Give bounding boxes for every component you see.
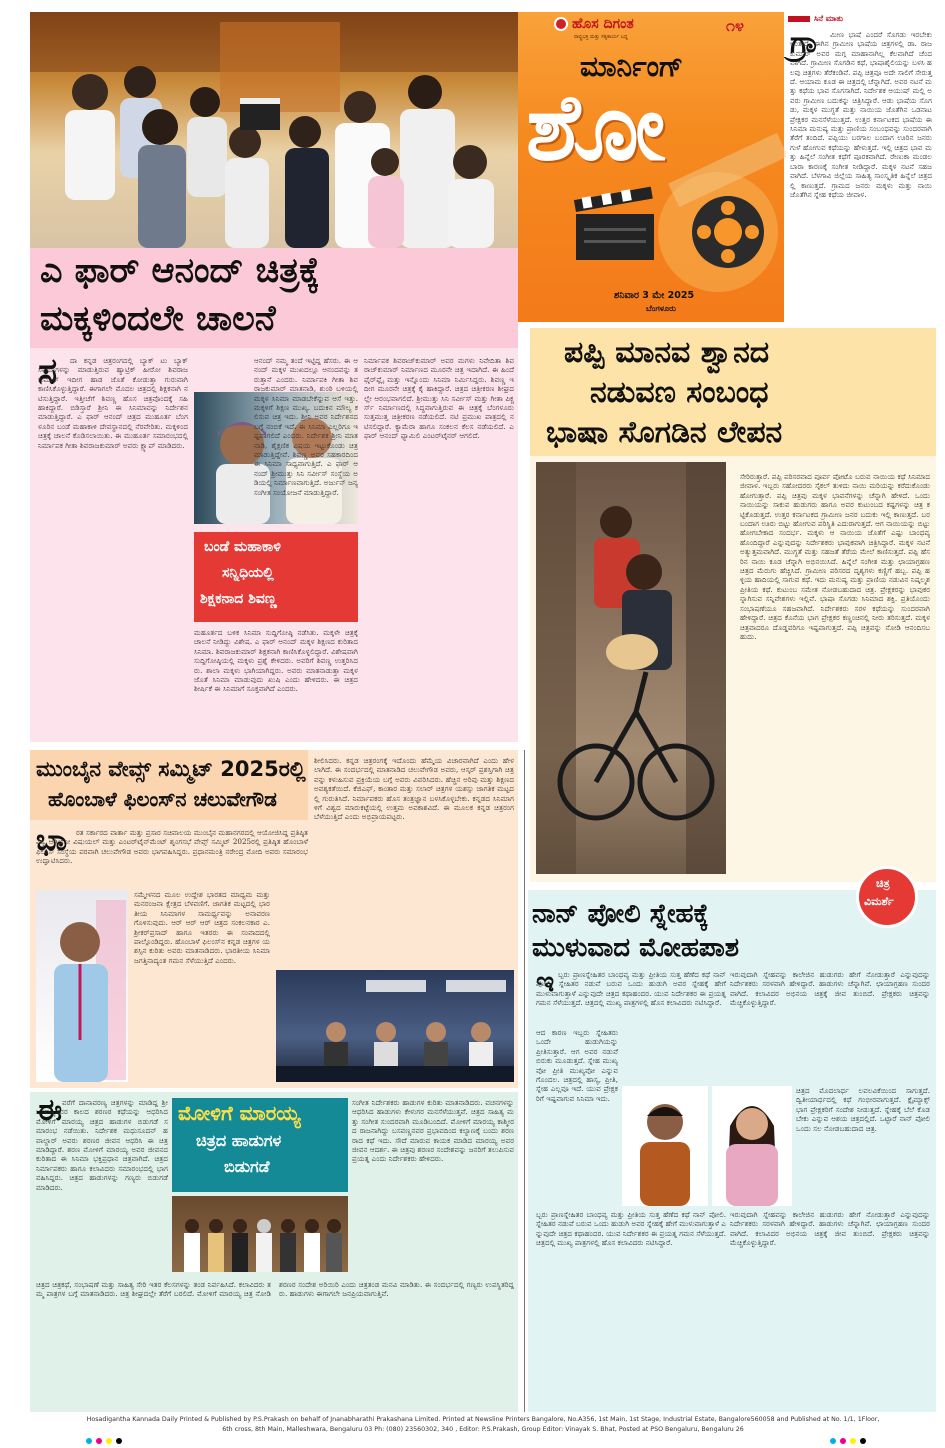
story4-dropcap: ಈ	[36, 1093, 63, 1128]
story4-col2: ಸಂಗೀತ ನಿರ್ದೇಶಕರು ಹಾಡುಗಳ ಕುರಿತು ಮಾತನಾಡಿದರು. ವಚನಗಳನ್ನು ಆಧರಿಸಿದ ಹಾಡುಗಳು ಕೇಳುಗರ ಮನಸೆಳೆಯುತ್ತವೆ. ಚಿತ್ರದ ಸಾಹಿತ್ಯ ಮತ್ತು ಸಂಗೀತ ಸುಂದರವಾಗಿ ಮೂಡಿಬಂದಿದೆ. ಮೋಳಿಗೆ ಮಾರಯ್ಯ ಕಾಶ್ಮೀರದ ರಾಜನಾಗಿದ್ದು ಬಸವಣ್ಣನವರ ಪ್ರಭಾವದಿಂದ ಕಲ್ಯಾಣಕ್ಕೆ ಬಂದು ಶರಣರಾದ ಕಥೆ ಇದು. ಸೌದೆ ಮಾರುವ ಕಾಯಕ ಮಾಡಿದ ಮಾರಯ್ಯ ಅವರ ಜೀವನ ಆದರ್ಶ. ಈ ಚಿತ್ರವು ಶರಣರ ಸಂದೇಶವನ್ನು ಜನರಿಗೆ ತಲುಪಿಸುವ ಪ್ರಯತ್ನ ಎಂದು ನಿರ್ದೇಶಕರು ಹೇಳಿದರು.	[352, 1098, 514, 1164]
photo-pappy-boys-bicycle	[536, 462, 726, 874]
story5-col5: ಬ್ಬರು ಪ್ರಾಣಸ್ನೇಹಿತರ ಬಾಂಧವ್ಯ ಮತ್ತು ಪ್ರೀತಿಯ ಸುತ್ತ ಹೆಣೆದ ಕಥೆ ನಾನ್ ಪೋಲಿ. ಸ್ನೇಹಿತರ ನಡುವೆ ಬರುವ ಒಂದು ಹುಡುಗಿ ಅವರ ಸ್ನೇಹಕ್ಕೆ ಹೇಗೆ ಮುಳುವಾಗುತ್ತಾಳೆ ಎನ್ನುವುದೇ ಚಿತ್ರದ ಕಥಾಹಂದರ. ಯುವ ನಿರ್ದೇಶಕರ ಈ ಪ್ರಯತ್ನ ಗಮನ ಸೆಳೆಯುತ್ತದೆ. ಚಿತ್ರದಲ್ಲಿ ಮುಖ್ಯ ಪಾತ್ರಗಳಲ್ಲಿ ಹೊಸ ಕಲಾವಿದರು ನಟಿಸಿದ್ದಾರೆ.	[536, 1210, 726, 1248]
sidebar-label: ಸಿನೆ ಮಾತು	[814, 14, 844, 23]
story4-col3: ಚಿತ್ರದ ಚಿತ್ರಕಥೆ, ಸಂಭಾಷಣೆ ಮತ್ತು ಸಾಹಿತ್ಯ ಸೇರಿ ಇತರ ಕೆಲಸಗಳನ್ನು ತಂಡ ನಿರ್ವಹಿಸಿದೆ. ಕಲಾವಿದರು ತಮ್ಮ ಪಾತ್ರಗಳ ಬಗ್ಗೆ ಮಾತನಾಡಿದರು. ಚಿತ್ರ ಶೀಘ್ರದಲ್ಲೇ ತೆರೆಗೆ ಬರಲಿದೆ. ಮೋಳಿಗೆ ಮಾರಯ್ಯ ಚಿತ್ರ ನೋಡಿ ಶರಣರ ಸಂದೇಶ ಅರಿಯಿರಿ ಎಂದು ಚಿತ್ರತಂಡ ಮನವಿ ಮಾಡಿತು. ಈ ಸಂದರ್ಭದಲ್ಲಿ ಗಣ್ಯರು ಉಪಸ್ಥಿತರಿದ್ದರು. ಹಾಡುಗಳು ಈಗಾಗಲೇ ಜನಪ್ರಿಯವಾಗುತ್ತಿವೆ.	[36, 1280, 514, 1299]
story5-col1: ಬ್ಬರು ಪ್ರಾಣಸ್ನೇಹಿತರ ಬಾಂಧವ್ಯ ಮತ್ತು ಪ್ರೀತಿಯ ಸುತ್ತ ಹೆಣೆದ ಕಥೆ ನಾನ್ ಪೋಲಿ. ಸ್ನೇಹಿತರ ನಡುವೆ ಬರುವ ಒಂದು ಹುಡುಗಿ ಅವರ ಸ್ನೇಹಕ್ಕೆ ಹೇಗೆ ಮುಳುವಾಗುತ್ತಾಳೆ ಎನ್ನುವುದೇ ಚಿತ್ರದ ಕಥಾಹಂದರ. ಯುವ ನಿರ್ದೇಶಕರ ಈ ಪ್ರಯತ್ನ ಗಮನ ಸೆಳೆಯುತ್ತದೆ. ಚಿತ್ರದಲ್ಲಿ ಮುಖ್ಯ ಪಾತ್ರಗಳಲ್ಲಿ ಹೊಸ ಕಲಾವಿದರು ನಟಿಸಿದ್ದಾರೆ.	[536, 970, 726, 1008]
story2-headline-line2: ನಡುವಣ ಸಂಬಂಧ	[590, 375, 769, 410]
story1-inset-caption-line2: ಸನ್ನಿಧಿಯಲ್ಲಿ	[222, 565, 274, 581]
story2-text: ಸೇರಿರುತ್ತಾರೆ. ಪಪ್ಪಿ ಪರಿಸರವಾದ ಪೂರ್ವ ಪೋಟೊ ಬರುವ ನಾಯಿಯ ಕಥೆ ಸಿನಿಮಾದ ಜೀವಾಳ. ಇಬ್ಬರು ಸಹೋದರರು ಸೈಕಲ್ ತುಳಿದು ನಾಯಿ ಮರಿಯನ್ನು ಕರೆದುಕೊಂಡು ಹೋಗುತ್ತಾರೆ. ಪಪ್ಪಿ ಚಿತ್ರವು ಮಕ್ಕಳ ಭಾವನೆಗಳನ್ನು ಚೆನ್ನಾಗಿ ಹೇಳಿದೆ. ಒಂದು ನಾಯಿಯನ್ನು ಸಾಕುವ ಹುಡುಗರು ಹಾಗೂ ಅವರ ಕುಟುಂಬದ ಕಷ್ಟಗಳನ್ನು ಚಿತ್ರ ಕಟ್ಟಿಕೊಡುತ್ತದೆ. ಉತ್ತರ ಕರ್ನಾಟಕದ ಗ್ರಾಮೀಣ ಜನರ ಬದುಕು ಇಲ್ಲಿ ಕಾಣುತ್ತದೆ. ಬರ ಬಂದಾಗ ಊರು ಬಿಟ್ಟು ಹೋಗುವ ಪರಿಸ್ಥಿತಿ ಎದುರಾಗುತ್ತದೆ. ಆಗ ನಾಯಿಯನ್ನು ಬಿಟ್ಟು ಹೋಗಬೇಕಾದ ಸಂದರ್ಭ. ಮಕ್ಕಳು ಆ ನಾಯಿಯ ಜೊತೆಗೆ ಎಷ್ಟು ಬಾಂಧವ್ಯ ಹೊಂದಿದ್ದಾರೆ ಎನ್ನುವುದನ್ನು ನಿರ್ದೇಶಕರು ಭಾವುಕವಾಗಿ ಚಿತ್ರಿಸಿದ್ದಾರೆ. ಮಕ್ಕಳ ನಟನೆ ಅತ್ಯುತ್ತಮವಾಗಿದೆ. ಮುಗ್ಧತೆ ಮತ್ತು ಸಹಜತೆ ತೆರೆಯ ಮೇಲೆ ಕಾಣಿಸುತ್ತದೆ. ಪಪ್ಪಿ ಹೆಸರಿನ ನಾಯಿ ಕೂಡ ಚೆನ್ನಾಗಿ ಅಭಿನಯಿಸಿದೆ. ಹಿನ್ನೆಲೆ ಸಂಗೀತ ಮತ್ತು ಛಾಯಾಗ್ರಹಣ ಚಿತ್ರದ ಮೆರುಗು ಹೆಚ್ಚಿಸಿದೆ. ಗ್ರಾಮೀಣ ಪರಿಸರದ ದೃಶ್ಯಗಳು ಕಣ್ಣಿಗೆ ಹಬ್ಬ. ಪಪ್ಪಿ ಹಳ್ಳಿಯ ಹಾದಿಯಲ್ಲಿ ಸಾಗುವ ಕಥೆ. ಇದು ಮನುಷ್ಯ ಮತ್ತು ಪ್ರಾಣಿಯ ನಡುವಿನ ನಿಷ್ಕಲ್ಮಶ ಪ್ರೀತಿಯ ಕಥೆ. ಕುಟುಂಬ ಸಮೇತ ನೋಡಬಹುದಾದ ಚಿತ್ರ. ಪ್ರೇಕ್ಷಕರನ್ನು ಭಾವುಕರನ್ನಾಗಿಸುವ ಸನ್ನಿವೇಶಗಳು ಇಲ್ಲಿವೆ. ಭಾಷಾ ಸೊಗಡು ಸಿನಿಮಾದ ಶಕ್ತಿ. ಪ್ರತಿಯೊಂದು ಸಂಭಾಷಣೆಯೂ ಸಹಜವಾಗಿದೆ. ನಿರ್ದೇಶಕರು ಸರಳ ಕಥೆಯನ್ನು ಸುಂದರವಾಗಿ ಹೇಳಿದ್ದಾರೆ. ಚಿತ್ರದ ಕೊನೆಯ ಭಾಗ ಪ್ರೇಕ್ಷಕರ ಕಣ್ಣಂಚಿನಲ್ಲಿ ನೀರು ತರಿಸುತ್ತದೆ. ಮಕ್ಕಳ ಚಿತ್ರವಾದರೂ ದೊಡ್ಡವರಿಗೂ ಇಷ್ಟವಾಗುತ್ತದೆ. ಪಪ್ಪಿ ಚಿತ್ರವನ್ನು ನೋಡಿ ಆನಂದಿಸಬಹುದು.	[740, 472, 930, 641]
photo-chaluvegowda	[36, 890, 128, 1082]
photo-actress	[712, 1086, 792, 1206]
story3-headline-line2: ಹೊಂಬಾಳೆ ಫಿಲಂಸ್‌ನ ಚಲುವೇಗೌಡ	[48, 787, 277, 811]
story2-headline-line3: ಭಾಷಾ ಸೊಗಡಿನ ಲೇಪನ	[546, 415, 783, 450]
sidebar-dropcap: ಗ್ರಾ	[790, 25, 819, 60]
supplement-title-line1: ಮಾರ್ನಿಂಗ್	[580, 50, 684, 83]
review-badge-line2: ವಿಮರ್ಶೆ	[864, 895, 894, 908]
story3-col1: ರತ ಸರ್ಕಾರದ ವಾರ್ತಾ ಮತ್ತು ಪ್ರಸಾರ ಸಚಿವಾಲಯ ಮುಂಬೈನ ಮಹಾನಗರದಲ್ಲಿ ಆಯೋಜಿಸಿದ್ದ ಪ್ರತಿಷ್ಠಿತ ವಿಶ್ವ ಆಡಿಯೋ ವಿಷುಯಲ್ ಮತ್ತು ಎಂಟರ್‌ಟೈನ್‌ಮೆಂಟ್ ಶೃಂಗಸಭೆ ವೇವ್ಸ್ ಸಮ್ಮಿಟ್ 2025ರಲ್ಲಿ ಪ್ರತಿಷ್ಠಿತ ಹೊಂಬಾಳೆ ಫಿಲಂಸ್ ಸಂಸ್ಥೆಯ ಪರವಾಗಿ ಚಲುವೇಗೌಡ ಅವರು ಭಾಗವಹಿಸಿದ್ದರು. ಪ್ರಧಾನಮಂತ್ರಿ ನರೇಂದ್ರ ಮೋದಿ ಅವರು ಸಮಾರಂಭ ಉದ್ಘಾಟಿಸಿದರು.	[36, 828, 308, 866]
story1-inset-caption-line3: ಶಿಕ್ಷಕನಾದ ಶಿವಣ್ಣ	[200, 591, 277, 607]
story5-dropcap: ಇ	[536, 965, 555, 998]
page-number: ೧೪	[726, 16, 744, 35]
story3-col2: ಶೀಲಿಸಿದರು. ಕನ್ನಡ ಚಿತ್ರರಂಗಕ್ಕೆ ಇದೊಂದು ಹೆಮ್ಮೆಯ ವಿಚಾರವಾಗಿದೆ ಎಂದು ಹೇಳಲಾಗಿದೆ. ಈ ಸಂದರ್ಭದಲ್ಲಿ ಮಾತನಾಡಿದ ಚಲುವೇಗೌಡ ಅವರು, ಆಸ್ಕರ್ ಪ್ರಶಸ್ತಿಗಾಗಿ ಚಿತ್ರವನ್ನು ಕಳುಹಿಸುವ ಪ್ರಕ್ರಿಯೆಯ ಬಗ್ಗೆ ಅವರು ವಿವರಿಸಿದರು. ಹೆಚ್ಚಿನ ಅರಿವು ಮತ್ತು ಶಿಕ್ಷಣದ ಅವಶ್ಯಕತೆಯಿದೆ. ಕೆಜಿಎಫ್, ಕಾಂತಾರ ಮತ್ತು ಸಲಾರ್ ಚಿತ್ರಗಳ ಯಶಸ್ಸು ಜಾಗತಿಕ ಮಟ್ಟದಲ್ಲಿ ಗುರುತಿಸಿದೆ. ನಿರ್ಮಾಪಕರು ಹೊಸ ತಂತ್ರಜ್ಞಾನ ಬಳಸಿಕೊಳ್ಳಬೇಕು. ಕನ್ನಡದ ಸಿನಿಮಾಗಳಿಗೆ ವಿಶ್ವದ ಮಾರುಕಟ್ಟೆಯಲ್ಲಿ ಉತ್ತಮ ಅವಕಾಶವಿದೆ. ಈ ಮೂಲಕ ಕನ್ನಡ ಚಿತ್ರರಂಗ ಬೆಳೆಯುತ್ತಿದೆ ಎಂದು ಅಭಿಪ್ರಾಯಪಟ್ಟರು.	[314, 756, 514, 822]
supplement-title-line2: ಶೋ	[526, 74, 664, 181]
story5-col6: ಇರುವುದಾಗಿ ಸ್ನೇಹವನ್ನು ಕಾಲೇಜಿನ ಹುಡುಗರು ಹೇಗೆ ನೋಡುತ್ತಾರೆ ಎನ್ನುವುದನ್ನು ನಿರ್ದೇಶಕರು ಸರಳವಾಗಿ ಹೇಳಿದ್ದಾರೆ. ಹಾಡುಗಳು ಚೆನ್ನಾಗಿವೆ. ಛಾಯಾಗ್ರಹಣ ಸುಂದರವಾಗಿದೆ. ಕಲಾವಿದರ ಅಭಿನಯ ಚಿತ್ರಕ್ಕೆ ಜೀವ ತುಂಬಿದೆ. ಪ್ರೇಕ್ಷಕರು ಚಿತ್ರವನ್ನು ಮೆಚ್ಚಿಕೊಳ್ಳುತ್ತಿದ್ದಾರೆ.	[730, 1210, 930, 1248]
sidebar-label-bar	[788, 16, 810, 22]
story4-col1: ವರೆಗೆ ದಾನಾವರಣ್ಯ ಚಿತ್ರಗಳನ್ನು ಮಾಡಿದ್ದ ಶ್ರೀ ಬಸವಣ್ಣನವರ ಕಾಲದ ಶರಣರ ಕಥೆಯನ್ನು ಆಧರಿಸಿದ ಮೋಳಿಗೆ ಮಾರಯ್ಯ ಚಿತ್ರದ ಹಾಡುಗಳ ಬಿಡುಗಡೆ ಸಮಾರಂಭ ನಡೆಯಿತು. ನಿರ್ದೇಶಕ ಮಧುಸೂದನ್ ಹವಾಲ್ದಾರ್ ಅವರು ಶರಣರ ಜೀವನ ಆಧರಿಸಿ ಈ ಚಿತ್ರ ಮಾಡಿದ್ದಾರೆ. ಶರಣ ಮೋಳಿಗೆ ಮಾರಯ್ಯ ಅವರ ಜೀವನದ ಕುರಿತಾದ ಈ ಸಿನಿಮಾ ಭಕ್ತಿಪ್ರಧಾನ ಚಿತ್ರವಾಗಿದೆ. ಚಿತ್ರದ ನಿರ್ಮಾಪಕರು ಹಾಗೂ ಕಲಾವಿದರು ಸಮಾರಂಭದಲ್ಲಿ ಭಾಗವಹಿಸಿದ್ದರು. ಚಿತ್ರದ ಹಾಡುಗಳನ್ನು ಗಣ್ಯರು ಬಿಡುಗಡೆ ಮಾಡಿದರು.	[36, 1098, 168, 1192]
story3-dropcap: ಭಾ	[36, 823, 68, 858]
story1-col2: ಮಹೂರ್ತದ ಬಳಿಕ ಸಿನಿಮಾ ಸುದ್ದಿಗೋಷ್ಠಿ ನಡೆಸಿತು. ಮಕ್ಕಳೇ ಚಿತ್ರಕ್ಕೆ ಚಾಲನೆ ನೀಡಿದ್ದು ವಿಶೇಷ. ಎ ಫಾರ್ ಆನಂದ್ ಮಕ್ಕಳ ಶಿಕ್ಷಣದ ಕುರಿತಾದ ಸಿನಿಮಾ. ಶಿವರಾಜಕುಮಾರ್ ಶಿಕ್ಷಕನಾಗಿ ಕಾಣಿಸಿಕೊಳ್ಳಲಿದ್ದಾರೆ. ವಿಶೇಷವಾಗಿ ಸುದ್ದಿಗೋಷ್ಠಿಯಲ್ಲಿ ಮಕ್ಕಳು ಪ್ರಶ್ನೆ ಕೇಳಿದರು. ಅವರಿಗೆ ಶಿವಣ್ಣ ಉತ್ತರಿಸಿದರು. ಶಾಲಾ ಮಕ್ಕಳು ಭಾಗಿಯಾಗಿದ್ದರು. ಅವರು ಮಾತನಾಡುತ್ತಾ ಮಕ್ಕಳ ಜೊತೆ ಸಿನಿಮಾ ಮಾಡುವುದು ಖುಷಿ ಎಂದು ಹೇಳಿದರು. ಈ ಚಿತ್ರದ ಶೀರ್ಷಿಕೆ ಈ ಸಿನಿಮಾಗೆ ಸೂಕ್ತವಾಗಿದೆ ಎಂದರು.	[194, 628, 358, 694]
story3-headline-line1: ಮುಂಬೈನ ವೇವ್ಸ್ ಸಮ್ಮಿಟ್ 2025ರಲ್ಲಿ	[36, 757, 306, 781]
sidebar-cine-matu	[786, 12, 936, 328]
story1-col3: ಆನಂದ್ ನಮ್ಮ ತಂದೆ ಇಟ್ಟಿದ್ದ ಹೆಸರು. ಈ ಆನಂದ್ ಮಕ್ಕಳ ಮುಖದಲ್ಲೂ ಆನಂದವನ್ನು ತರುತ್ತಾನೆ ಎಂದರು. ನಿರ್ಮಾಪಕಿ ಗೀತಾ ಶಿವರಾಜಕುಮಾರ್ ಮಾತನಾಡಿ, ಶುಂಠಿ ಬಳಿಯಲ್ಲಿ ಮಕ್ಕಳ ಸಿನಿಮಾ ಮಾಡಬೇಕೆನ್ನುವ ಆಸೆ ಇತ್ತು. ಮಕ್ಕಳಿಗೆ ಶಿಕ್ಷಣ ಮುಖ್ಯ. ಬದುಕಿನ ಮೌಲ್ಯ ಕಲಿಸುವ ಚಿತ್ರ ಇದು. ಶ್ರೀನಿ ಅವರ ನಿರ್ದೇಶನದ ಬಗ್ಗೆ ನಂಬಿಕೆ ಇದೆ. ಈ ಸಿನಿಮಾ ಎಲ್ಲರಿಗೂ ಇಷ್ಟವಾಗಲಿದೆ ಎಂದರು. ನಿರ್ದೇಶಕ ಶ್ರೀನಿ ಮಾತನಾಡಿ, ಶೈಕ್ಷಣಿಕ ವಿಷಯ ಇಟ್ಟುಕೊಂಡು ಚಿತ್ರ ಮಾಡುತ್ತಿದ್ದೇವೆ. ಶಿವಣ್ಣ ಅವರ ಸಹಕಾರದಿಂದ ಈ ಸಿನಿಮಾ ಸಾಧ್ಯವಾಗುತ್ತಿದೆ. ಎ ಫಾರ್ ಆನಂದ್ ಶ್ರೀಮುತ್ತು ಸಿನಿ ಸರ್ವೀಸ್ ಸಂಸ್ಥೆಯ ಅಡಿಯಲ್ಲಿ ನಿರ್ಮಾಣವಾಗುತ್ತಿದೆ. ಅರ್ಜುನ್ ಜನ್ಯ ಸಂಗೀತ ಸಂಯೋಜನೆ ಮಾಡುತ್ತಿದ್ದಾರೆ.	[254, 356, 358, 497]
story4-headline: ಮೋಳಿಗೆ ಮಾರಯ್ಯ	[178, 1101, 301, 1125]
story1-dropcap: ಸ	[38, 351, 58, 392]
footer-imprint-line2: 6th cross, 8th Main, Malleshwara, Bengaluru 03 Ph: (080) 23560302, 340 , Editor: P.S.Prakash, Group Editor: Vinayak S. Bhat, Posted at PSO Bengaluru, Bengaluru 26	[222, 1426, 744, 1433]
issue-date: ಶನಿವಾರ 3 ಮೇ 2025	[614, 290, 695, 301]
story1-headline-line1: ಎ ಫಾರ್ ಆನಂದ್ ಚಿತ್ರಕ್ಕೆ	[40, 251, 320, 291]
masthead-logo-tag: ರಾಷ್ಟ್ರಭಕ್ತಿ ಮತ್ತು ಸತ್ಯಕಾರ್ಯ ಬದ್ಧ	[574, 34, 628, 40]
story1-col4: ನಿರ್ಮಾಪಕ ಶಿವರಾಜ್‌ಕುಮಾರ್ ಅವರ ಮಗಳು ನಿವೇದಿತಾ ಶಿವರಾಜ್‌ಕುಮಾರ್ ನಿರ್ಮಾಣದ ಮೂರನೇ ಚಿತ್ರ ಇದಾಗಿದೆ. ಈ ಹಿಂದೆ ಫೈರ್‌ಫ್ಲೈ ಮತ್ತು ಇನ್ನೊಂದು ಸಿನಿಮಾ ನಿರ್ಮಿಸಿದ್ದರು. ಶಿವಣ್ಣ ಇದೀಗ ಮೂರನೇ ಚಿತ್ರಕ್ಕೆ ಕೈ ಹಾಕಿದ್ದಾರೆ. ಚಿತ್ರದ ಚಿತ್ರೀಕರಣ ಶೀಘ್ರದಲ್ಲೇ ಆರಂಭವಾಗಲಿದೆ. ಶ್ರೀಮುತ್ತು ಸಿನಿ ಸರ್ವೀಸ್ ಮತ್ತು ಗೀತಾ ಪಿಕ್ಚರ್ಸ್ ನಿರ್ಮಾಣದಲ್ಲಿ ಸಿದ್ಧವಾಗುತ್ತಿರುವ ಈ ಚಿತ್ರಕ್ಕೆ ಬೆಂಗಳೂರು ಸುತ್ತಮುತ್ತ ಚಿತ್ರೀಕರಣ ನಡೆಯಲಿದೆ. ನಟಿ ಪ್ರಮುಖ ಪಾತ್ರದಲ್ಲಿ ನಟಿಸಲಿದ್ದಾರೆ. ಕ್ಯಾಮೆರಾ ಹಾಗೂ ಸಂಕಲನ ಕೆಲಸ ನಡೆಯಲಿದೆ. ಎ ಫಾರ್ ಆನಂದ್ ಫ್ಯಾಮಿಲಿ ಎಂಟರ್‌ಟೈನರ್ ಆಗಲಿದೆ.	[364, 356, 514, 441]
color-registration-marks-right	[830, 1438, 866, 1444]
story4-subhead-line1: ಚಿತ್ರದ ಹಾಡುಗಳ	[196, 1131, 282, 1150]
story5-col3: ಇರುವುದಾಗಿ ಸ್ನೇಹವನ್ನು ಕಾಲೇಜಿನ ಹುಡುಗರು ಹೇಗೆ ನೋಡುತ್ತಾರೆ ಎನ್ನುವುದನ್ನು ನಿರ್ದೇಶಕರು ಸರಳವಾಗಿ ಹೇಳಿದ್ದಾರೆ. ಹಾಡುಗಳು ಚೆನ್ನಾಗಿವೆ. ಛಾಯಾಗ್ರಹಣ ಸುಂದರವಾಗಿದೆ. ಕಲಾವಿದರ ಅಭಿನಯ ಚಿತ್ರಕ್ಕೆ ಜೀವ ತುಂಬಿದೆ. ಪ್ರೇಕ್ಷಕರು ಚಿತ್ರವನ್ನು ಮೆಚ್ಚಿಕೊಳ್ಳುತ್ತಿದ್ದಾರೆ.	[730, 970, 930, 1008]
story5-headline-line2: ಮುಳುವಾದ ಮೋಹಪಾಶ	[532, 933, 740, 963]
story5-col2: ಆದ ಕಾರಣ ಇಬ್ಬರು ಸ್ನೇಹಿತರು ಒಂದೇ ಹುಡುಗಿಯನ್ನು ಪ್ರೀತಿಸುತ್ತಾರೆ. ಆಗ ಅವರ ನಡುವೆ ಬಿರುಕು ಮೂಡುತ್ತದೆ. ಸ್ನೇಹ ಮುಖ್ಯವೋ ಪ್ರೀತಿ ಮುಖ್ಯವೋ ಎನ್ನುವ ಗೊಂದಲ. ಚಿತ್ರದಲ್ಲಿ ಹಾಸ್ಯ, ಪ್ರೀತಿ, ಸ್ನೇಹ ಎಲ್ಲವೂ ಇದೆ. ಯುವ ಪ್ರೇಕ್ಷಕರಿಗೆ ಇಷ್ಟವಾಗುವ ಸಿನಿಮಾ ಇದು.	[536, 1028, 618, 1103]
divider-vertical	[524, 750, 525, 1412]
story1-inset-caption-line1: ಬಂಡೆ ಮಹಾಕಾಳಿ	[204, 539, 281, 555]
photo-waves-panel	[276, 970, 514, 1082]
issue-city: ಬೆಂಗಳೂರು	[646, 304, 676, 313]
story5-headline-line1: ನಾನ್ ಪೋಲಿ ಸ್ನೇಹಕ್ಕೆ	[532, 899, 709, 929]
story2-headline-line1: ಪಪ್ಪಿ ಮಾನವ ಶ್ವಾನದ	[564, 335, 770, 370]
sidebar-text: ಮೀಣ ಭಾಷೆ ಎಂದರೆ ಸೊಗಡು ಇರಬೇಕು ಅಂತಾರೆ. ಈಗಿನ ಗ್ರಾಮೀಣ ಭಾಷೆಯ ಚಿತ್ರಗಳಲ್ಲಿ ಡಾ. ರಾಜಕುಮಾರ್ ಅವರ ಮಗ್ಗ ಮಾಹಾನಾಗಿಲ್ಲ ಕೆಲವಾಗಿದೆ ಚೆಂದವಾಗಿದೆ. ಗ್ರಾಮೀಣ ಸೊಗಡಿನ ಕಥೆ, ಭಾಷಾಶೈಲಿಯನ್ನು ಬಳಸಿ ಹಲವು ಚಿತ್ರಗಳು ತೆರೆಕಂಡಿವೆ. ಪಪ್ಪಿ ಚಿತ್ರವೂ ಅದೇ ಸಾಲಿಗೆ ಸೇರುತ್ತದೆ. ಆಯಾಮ ಕೂಡ ಈ ಚಿತ್ರದಲ್ಲಿ ಚೆನ್ನಾಗಿದೆ. ಅವರ ನಟನೆ ಮತ್ತು ಕಥೆಯ ಭಾವ ಸೊಗಸಾಗಿದೆ. ನಿರ್ದೇಶಕ ಆಯುಷ್ ಮಲ್ಲಿ ಅವರು ಗ್ರಾಮೀಣ ಬದುಕನ್ನು ಚಿತ್ರಿಸಿದ್ದಾರೆ. ಆಡು ಭಾಷೆಯ ಸೊಗಡು, ಮಕ್ಕಳ ಮುಗ್ಧತೆ ಮತ್ತು ನಾಯಿಯ ಜೊತೆಗಿನ ಒಡನಾಟ ಪ್ರೇಕ್ಷಕರ ಮನಸೆಳೆಯುತ್ತದೆ. ಉತ್ತರ ಕರ್ನಾಟಕದ ಭಾಷೆಯ ಈ ಸಿನಿಮಾ ಮನುಷ್ಯ ಮತ್ತು ಪ್ರಾಣಿಯ ಸಂಬಂಧವನ್ನು ಸುಂದರವಾಗಿ ತೆರೆಗೆ ತಂದಿದೆ. ಪಪ್ಪಿಯು ಬರಗಾಲ ಬಂದಾಗ ಊರಿನ ಜನರು ಗುಳೆ ಹೋಗುವ ಕಥೆಯನ್ನು ಹೇಳುತ್ತದೆ. ಇಲ್ಲಿ ಚಿತ್ರದ ಭಾವ ಮತ್ತು ಹಿನ್ನೆಲೆ ಸಂಗೀತ ಕಥೆಗೆ ಪೂರಕವಾಗಿದೆ. ರೇಣುಕಾ ಮಂಡಲ ಬಾರಾ ಕಾರಣಕ್ಕೆ ಸಂಗೀತ ನೀಡಿದ್ದಾರೆ. ಮಕ್ಕಳ ನಟನೆ ಸಹಜವಾಗಿದೆ. ಬೆಳಗಾವಿ ಜಿಲ್ಲೆಯ ಸಾಹಿತ್ಯ ಸಾಂಸ್ಕೃತಿಕ ಹಿನ್ನೆಲೆ ಚಿತ್ರದಲ್ಲಿ ಕಾಣುತ್ತದೆ. ಗ್ರಾಮದ ಜನರು ಮಕ್ಕಳು ಮತ್ತು ನಾಯಿ ಜೊತೆಗಿನ ಸ್ನೇಹ ಕಥೆಯ ಜೀವಾಳ.	[790, 30, 932, 199]
story1-headline-line2: ಮಕ್ಕಳಿಂದಲೇ ಚಾಲನೆ	[40, 299, 276, 339]
color-registration-marks	[86, 1438, 122, 1444]
footer-imprint-line1: Hosadigantha Kannada Daily Printed & Published by P.S.Prakash on behalf of Jnanabharathi Prakashana Limited. Printed at Newsline Printers Bangalore, No.A356, 1st Main, 1st Stage, Industrial Estate, Bangalore560058 and Published at No. 1/1, 1Floor,	[86, 1416, 880, 1423]
logo-icon	[554, 17, 568, 31]
story5-col4: ಚಿತ್ರದ ಮೊದಲಾರ್ಧ ಲವಲವಿಕೆಯಿಂದ ಸಾಗುತ್ತದೆ. ದ್ವಿತೀಯಾರ್ಧದಲ್ಲಿ ಕಥೆ ಗಂಭೀರವಾಗುತ್ತದೆ. ಕ್ಲೈಮ್ಯಾಕ್ಸ್ ಭಾಗ ಪ್ರೇಕ್ಷಕರಿಗೆ ಸಂದೇಶ ನೀಡುತ್ತದೆ. ಸ್ನೇಹಕ್ಕೆ ಬೆಲೆ ಕೊಡಬೇಕು ಎನ್ನುವ ಆಶಯ ಚಿತ್ರದಲ್ಲಿದೆ. ಒಟ್ಟಾರೆ ನಾನ್ ಪೋಲಿ ಒಂದು ಸಲ ನೋಡಬಹುದಾದ ಚಿತ್ರ.	[796, 1086, 930, 1133]
story1-col1: ದಾ ಕನ್ನಡ ಚಿತ್ರರಂಗದಲ್ಲಿ ಬ್ಯಾಕ್ ಟು ಬ್ಯಾಕ್ ಸಿನಿಮಾಗಳನ್ನು ಮಾಡುತ್ತಿರುವ ಹ್ಯಾಟ್ರಿಕ್ ಹೀರೋ ಶಿವರಾಜಕುಮಾರ್ ಇದೀಗ ಹಾಡ ಜೊತೆ ಕೋಡುತ್ತಾ ಗುರುವಾಗಿ ಕಾಣಿಸಿಕೊಳ್ಳುತ್ತಿದ್ದಾರೆ. ಈಗಾಗಲೇ ಮೊದಲ ಚಿತ್ರದಲ್ಲಿ ಶಿಕ್ಷಕನಾಗಿ ನಟಿಸುತ್ತಿದ್ದಾರೆ. ಇತ್ತೀಚೆಗೆ ಶಿವಣ್ಣ ಹೊಸ ಚಿತ್ರವೊಂದಕ್ಕೆ ಸಹಿ ಹಾಕಿದ್ದಾರೆ. ಬಿಡಿಸ್ತಾರೆ ಶ್ರೀನಿ ಈ ಸಿನಿಮಾವನ್ನು ನಿರ್ದೇಶನ ಮಾಡುತ್ತಿದ್ದಾರೆ. ಎ ಫಾರ್ ಆನಂದ್ ಚಿತ್ರದ ಮುಹೂರ್ತ ಬೆಂಗಳೂರಿನ ಬಂಡೆ ಮಹಾಕಾಳಿ ದೇವಸ್ಥಾನದಲ್ಲಿ ನೆರವೇರಿತು. ಮಕ್ಕಳಿಂದ ಚಿತ್ರಕ್ಕೆ ಚಾಲನೆ ಕೊಡಿಸಲಾಯಿತು. ಈ ಮುಹೂರ್ತ ಸಮಾರಂಭದಲ್ಲಿ ನಿರ್ಮಾಪಕ ಗೀತಾ ಶಿವರಾಜಕುಮಾರ್ ಅವರು ಕ್ಲ್ಯಾಪ್ ಮಾಡಿದರು.	[38, 356, 188, 450]
photo-actor	[622, 1086, 708, 1206]
story3-col1b: ಸಮ್ಮೇಳನದ ಮೂಲ ಉದ್ದೇಶ ಭಾರತದ ಮಾಧ್ಯಮ ಮತ್ತು ಮನರಂಜನಾ ಕ್ಷೇತ್ರದ ಬೆಳವಣಿಗೆ. ಜಾಗತಿಕ ಮಟ್ಟದಲ್ಲಿ ಭಾರತೀಯ ಸಿನಿಮಾಗಳ ಸಾಮರ್ಥ್ಯವನ್ನು ಅನಾವರಣಗೊಳಿಸುವುದು. ಆರ್ ಆರ್ ಆರ್ ಚಿತ್ರದ ಸಂಕಲನಕಾರ ಎ.ಶ್ರೀಕರ್‌ಪ್ರಸಾದ್ ಹಾಗೂ ಇತರರು ಈ ಸಂವಾದದಲ್ಲಿ ಪಾಲ್ಗೊಂಡಿದ್ದರು. ಹೊಂಬಾಳೆ ಫಿಲಂಸ್‌ನ ಕನ್ನಡ ಚಿತ್ರಗಳ ಯಶಸ್ಸಿನ ಕುರಿತು ಅವರು ಮಾತನಾಡಿದರು. ಭಾರತೀಯ ಸಿನಿಮಾ ಜಗತ್ತಿನಾದ್ಯಂತ ಗಮನ ಸೆಳೆಯುತ್ತಿದೆ ಎಂದರು.	[134, 890, 270, 965]
photo-audio-release	[172, 1196, 348, 1272]
story4-subhead-line2: ಬಿಡುಗಡೆ	[224, 1157, 270, 1176]
masthead	[518, 12, 784, 322]
review-badge-line1: ಚಿತ್ರ	[876, 877, 890, 890]
masthead-logo: ಹೊಸ ದಿಗಂತ	[572, 16, 634, 32]
photo-muhurtha-children	[30, 12, 518, 248]
